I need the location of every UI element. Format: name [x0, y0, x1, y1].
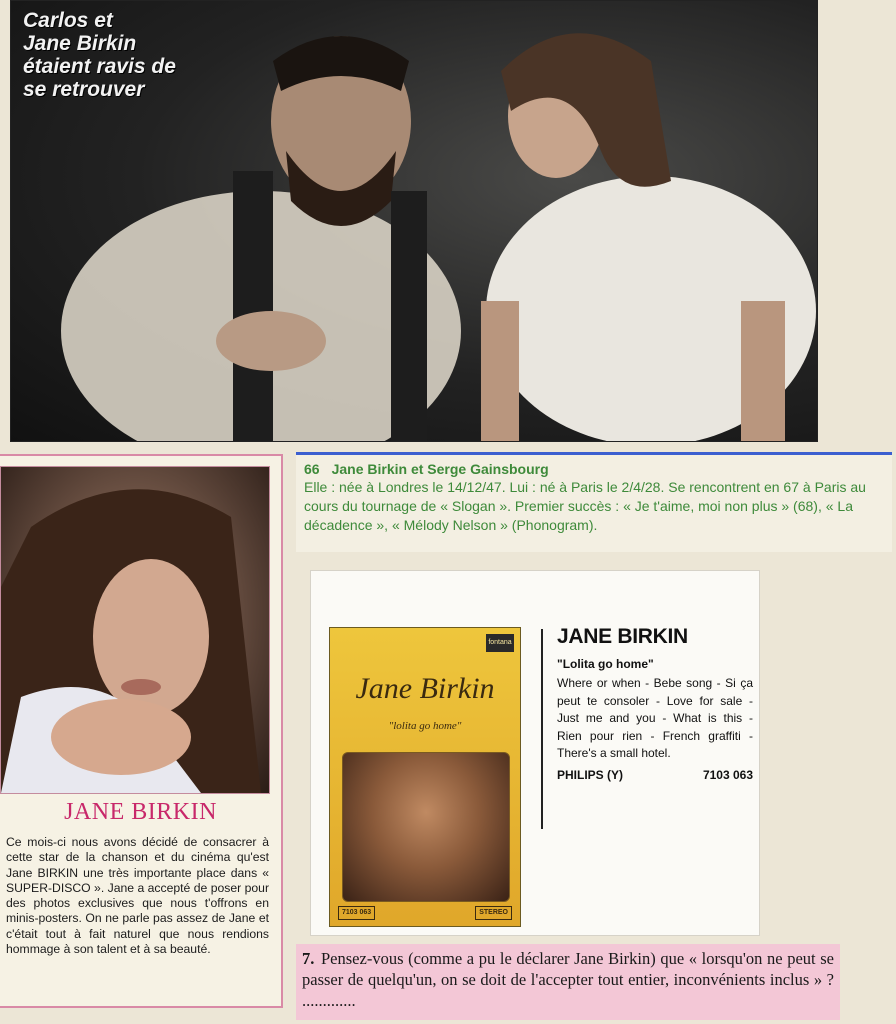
record-clipping: [310, 570, 760, 936]
portrait-illustration: [1, 467, 269, 793]
sleeve-artist: Jane Birkin: [355, 672, 495, 705]
sleeve-album: "lolita go home": [388, 720, 462, 732]
sleeve-catalog: 7103 063: [338, 906, 375, 920]
sleeve-photo: [342, 752, 510, 902]
info-text: Elle : née à Londres le 14/12/47. Lui : né à Paris le 2/4/28. Se rencontrent en 67 à Paris au cours du tournage de « Slogan ». Premier succès : « Je t'aime, moi non plus » (68), « La décadence », « Mélody Nelson » (Phonogram).: [304, 479, 866, 533]
info-heading: [304, 461, 886, 477]
label-logo: fontana: [486, 634, 514, 652]
clipping-body: Ce mois-ci nous avons décidé de consacrer à cette star de la chanson et du cinéma qu'est Jane BIRKIN une très importante place dans « SUPER-DISCO ». Jane a accepté de poser pour des photos exclusives que nous t'offrons en minis-posters. On ne parle pas assez de Jane et c'était tout à fait naturel que nous rendions hommage à son talent et à sa beauté.: [6, 835, 269, 957]
sleeve-stereo: STEREO: [475, 906, 512, 920]
clipping-name: JANE BIRKIN: [64, 799, 217, 825]
info-box: [296, 452, 892, 552]
left-clipping: [0, 454, 283, 1008]
question-number: 7.: [302, 949, 315, 968]
record-label-line: [557, 768, 753, 782]
record-artist: JANE BIRKIN: [557, 625, 688, 648]
divider: [541, 629, 543, 829]
record-label: PHILIPS (Y): [557, 768, 624, 782]
record-tracklist: Where or when - Bebe song - Si ça peut te consoler - Love for sale - Just me and you - What is this - Rien pour rien - French graffiti - There's a small hotel.: [557, 676, 753, 760]
record-sleeve: [329, 627, 521, 927]
top-photo: [10, 0, 818, 442]
portrait-photo: [0, 466, 270, 794]
info-number: 66: [304, 461, 320, 477]
question-text: Pensez-vous (comme a pu le déclarer Jane Birkin) que « lorsqu'on ne peut se passer de quelqu'un, on se doit de l'accepter tout entier, inconvénients inclus » ? .............: [302, 949, 834, 1010]
question-box: [296, 944, 840, 1020]
info-title: Jane Birkin et Serge Gainsbourg: [331, 461, 549, 477]
record-catalog: 7103 063: [702, 768, 753, 782]
record-title: "Lolita go home": [557, 657, 654, 671]
photo-caption: Carlos et Jane Birkin étaient ravis de se retrouver: [23, 9, 176, 101]
